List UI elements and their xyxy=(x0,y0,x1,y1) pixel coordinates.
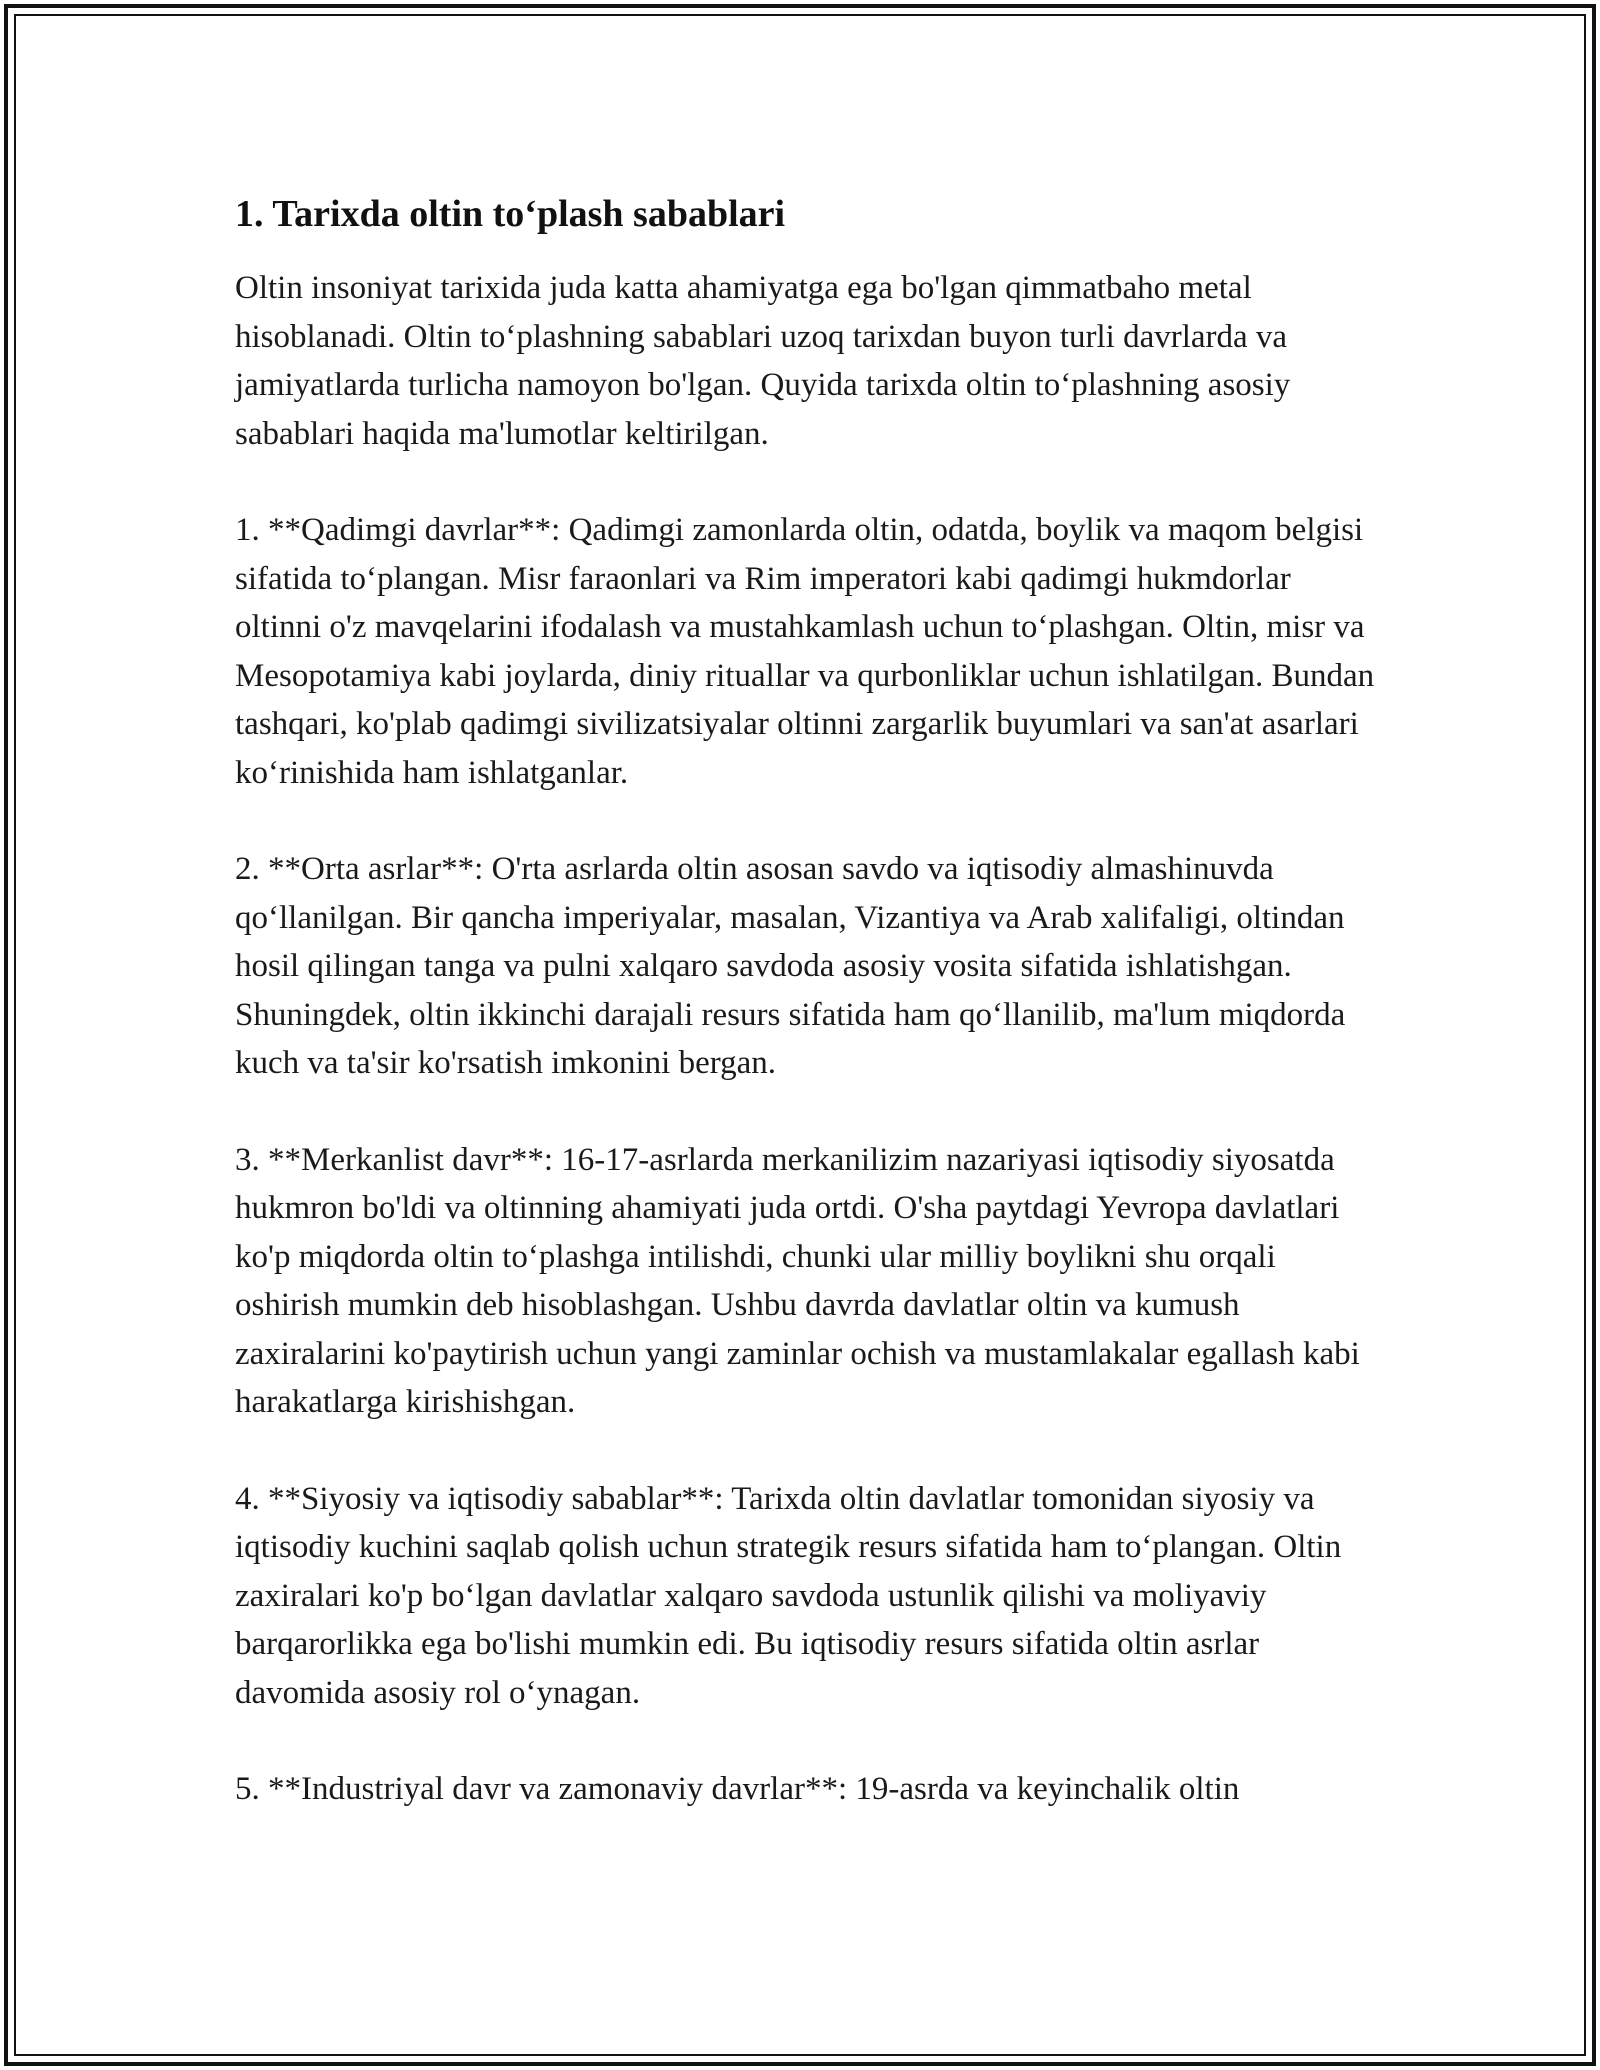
paragraph-industrial-era: 5. **Industriyal davr va zamonaviy davrlar**: 19-asrda va keyinchalik oltin xyxy=(235,1771,1240,1807)
intro-paragraph: Oltin insoniyat tarixida juda katta ahamiyatga ega bo'lgan qimmatbaho metal hisoblanadi. Oltin to‘plashning sabablari uzoq tarixdan buyon turli davrlarda va jamiyatlarda turlicha namoyon bo'lgan. Quyida tarixda oltin to‘plashning asosiy sabablari haqida ma'lumotlar keltirilgan. xyxy=(235,270,1291,452)
paragraph-political-economic: 4. **Siyosiy va iqtisodiy sabablar**: Tarixda oltin davlatlar tomonidan siyosiy va iqtisodiy kuchini saqlab qolish uchun strategik resurs sifatida ham to‘plangan. Oltin zaxiralari ko'p bo‘lgan davlatlar xalqaro savdoda ustunlik qilishi va moliyaviy barqarorlikka ega bo'lishi mumkin edi. Bu iqtisodiy resurs sifatida oltin asrlar davomida asosiy rol o‘ynagan. xyxy=(235,1480,1342,1711)
paragraph-mercantilist-era: 3. **Merkanlist davr**: 16-17-asrlarda merkanilizim nazariyasi iqtisodiy siyosatda hukmron bo'ldi va oltinning ahamiyati juda ortdi. O'sha paytdagi Yevropa davlatlari ko'p miqdorda oltin to‘plashga intilishdi, chunki ular milliy boylikni shu orqali oshirish mumkin deb hisoblashgan. Ushbu davrda davlatlar oltin va kumush zaxiralarini ko'paytirish uchun yangi zaminlar ochish va mustamlakalar egallash kabi harakatlarga kirishishgan. xyxy=(235,1141,1360,1420)
paragraph-ancient-times: 1. **Qadimgi davrlar**: Qadimgi zamonlarda oltin, odatda, boylik va maqom belgisi sifatida to‘plangan. Misr faraonlari va Rim imperatori kabi qadimgi hukmdorlar oltinni o'z mavqelarini ifodalash va mustahkamlash uchun to‘plashgan. Oltin, misr va Mesopotamiya kabi joylarda, diniy rituallar va qurbonliklar uchun ishlatilgan. Bundan tashqari, ko'plab qadimgi sivilizatsiyalar oltinni zargarlik buyumlari va san'at asarlari ko‘rinishida ham ishlatganlar. xyxy=(235,512,1375,791)
paragraph-middle-ages: 2. **Orta asrlar**: O'rta asrlarda oltin asosan savdo va iqtisodiy almashinuvda qo‘llanilgan. Bir qancha imperiyalar, masalan, Vizantiya va Arab xalifaligi, oltindan hosil qilingan tanga va pulni xalqaro savdoda asosiy vosita sifatida ishlatishgan. Shuningdek, oltin ikkinchi darajali resurs sifatida ham qo‘llanilib, ma'lum miqdorda kuch va ta'sir ko'rsatish imkonini bergan. xyxy=(235,851,1346,1081)
document-title: 1. Tarixda oltin to‘plash sabablari xyxy=(235,193,786,235)
document-body xyxy=(235,190,1375,1814)
